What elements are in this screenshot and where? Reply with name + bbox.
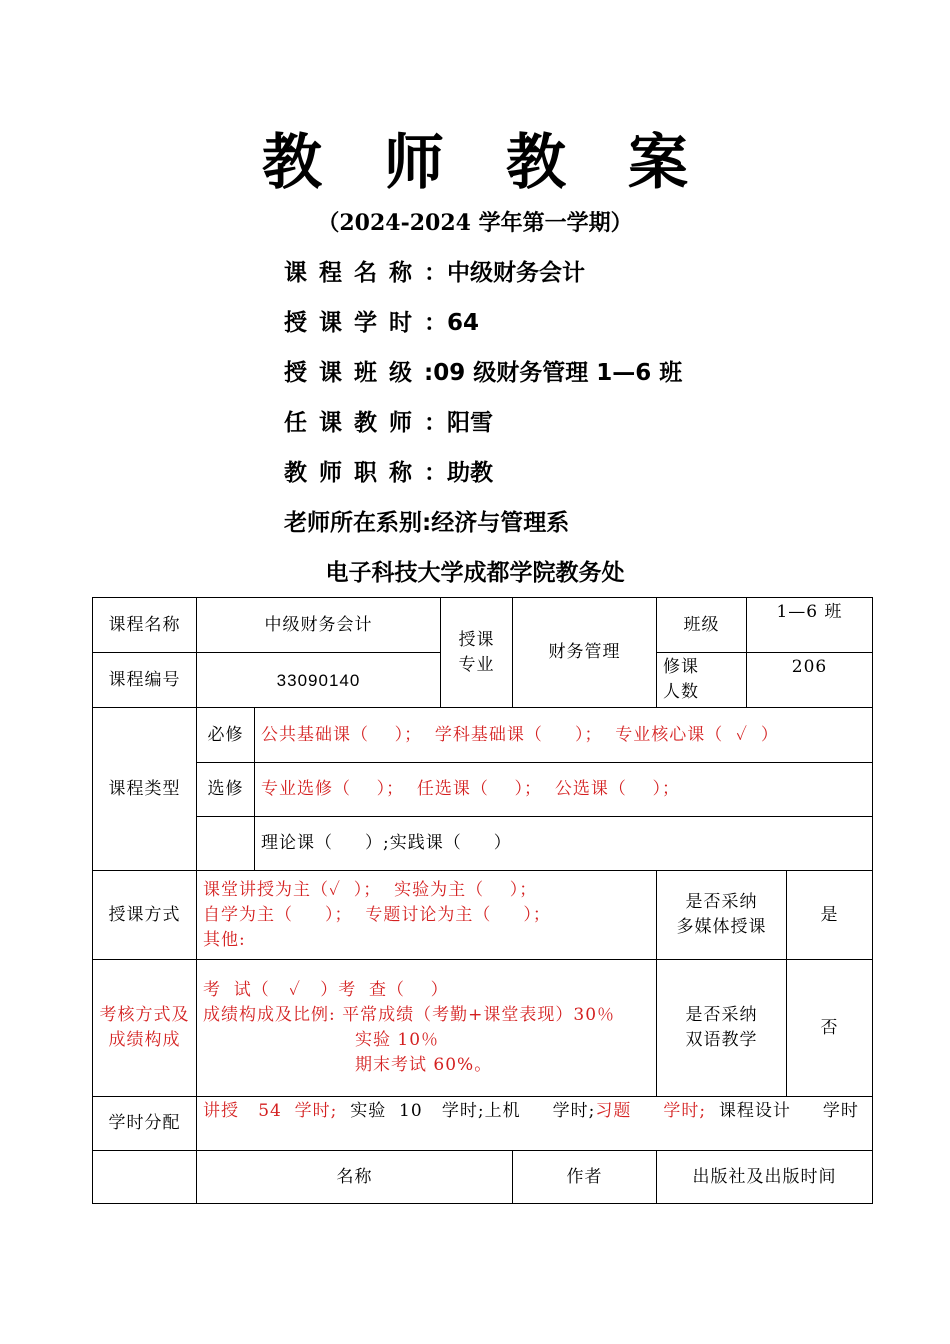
class-cell: 1—6 班 [747, 598, 873, 653]
info-sep: ： [424, 460, 447, 486]
class-label: 班级 [657, 598, 747, 653]
info-value: 阳雪 [447, 410, 493, 436]
teaching-line: 课堂讲授为主（✓ ）； 实验为主（ ）； [203, 879, 538, 900]
info-teacher [284, 408, 493, 438]
hours-lab: 实验 10 学时;上机 学时; [337, 1101, 596, 1121]
info-value: 中级财务会计 [447, 260, 585, 286]
assessment-line: 考 试（ ✓ ）考 查（ ） [203, 980, 449, 1000]
info-value: 09 级财务管理 1—6 班 [433, 360, 683, 386]
required-label: 必修 [197, 708, 255, 763]
required-options: 公共基础课（ ）； 学科基础课（ ）； 专业核心课（ ✓ ） [255, 708, 873, 763]
course-type-label: 课程类型 [93, 708, 197, 871]
info-value: 64 [447, 310, 480, 336]
assessment-line: 实验 10％ [355, 1030, 440, 1050]
info-label: 任课教师 [284, 410, 424, 436]
assessment-line: 成绩构成及比例: 平常成绩（考勤+课堂表现）30％ [203, 1005, 616, 1025]
office-name: 电子科技大学成都学院教务处 [325, 560, 625, 586]
assessment-details [197, 960, 657, 1097]
info-department [284, 508, 569, 538]
info-sep: ： [424, 410, 447, 436]
term-line: （2024-2024 学年第一学期） [317, 210, 633, 236]
multimedia-cell: 是 [787, 871, 873, 960]
elective-label: 选修 [197, 763, 255, 817]
info-title [284, 458, 493, 488]
assessment-line: 期末考试 60%。 [355, 1055, 493, 1075]
assessment-label: 考核方式及 成绩构成 [93, 960, 197, 1097]
info-label: 授课班级 [284, 360, 424, 386]
hours-design: 课程设计 学时 [706, 1101, 859, 1121]
hours-distribution [197, 1097, 873, 1151]
students-label: 修课 人数 [657, 653, 747, 708]
course-info-table [92, 597, 873, 1204]
hours-label: 学时分配 [93, 1097, 197, 1151]
book-name-header: 名称 [197, 1151, 513, 1204]
info-value: 经济与管理系 [431, 510, 570, 536]
course-name-label: 课程名称 [93, 598, 197, 653]
info-value: 助教 [447, 460, 493, 486]
info-label: 教师职称 [284, 460, 424, 486]
info-course-name [284, 258, 585, 288]
elective-options: 专业选修（ ）； 任选课（ ）； 公选课（ ）； [255, 763, 873, 817]
info-label: 授课学时 [284, 310, 424, 336]
bilingual-cell: 否 [787, 960, 873, 1097]
blank-cell [197, 817, 255, 871]
major-cell: 财务管理 [513, 598, 657, 708]
book-publisher-header: 出版社及出版时间 [657, 1151, 873, 1204]
info-sep: ： [424, 260, 447, 286]
info-label: 老师所在系别 [284, 510, 422, 536]
students-cell: 206 [747, 653, 873, 708]
hours-exercise: 习题 学时; [595, 1101, 707, 1121]
bilingual-label: 是否采纳 双语教学 [657, 960, 787, 1097]
teaching-line: 自学为主（ ）； 专题讨论为主（ ）； [203, 904, 551, 925]
hours-lecture: 讲授 54 学时; [203, 1101, 338, 1121]
page-title: 教师教案 [262, 128, 750, 198]
info-sep: ： [424, 310, 447, 336]
info-label: 课程名称 [284, 260, 424, 286]
course-name-cell: 中级财务会计 [197, 598, 441, 653]
teaching-line: 其他: [203, 929, 246, 950]
course-code-cell: 33090140 [197, 653, 441, 708]
multimedia-label: 是否采纳 多媒体授课 [657, 871, 787, 960]
info-sep: : [424, 360, 434, 386]
teaching-label: 授课方式 [93, 871, 197, 960]
theory-options: 理论课（ ）;实践课（ ） [255, 817, 873, 871]
info-class [284, 358, 682, 388]
teaching-methods [197, 871, 657, 960]
major-label: 授课 专业 [441, 598, 513, 708]
blank-cell [93, 1151, 197, 1204]
info-hours [284, 308, 479, 338]
course-code-label: 课程编号 [93, 653, 197, 708]
info-sep: : [422, 510, 432, 536]
book-author-header: 作者 [513, 1151, 657, 1204]
